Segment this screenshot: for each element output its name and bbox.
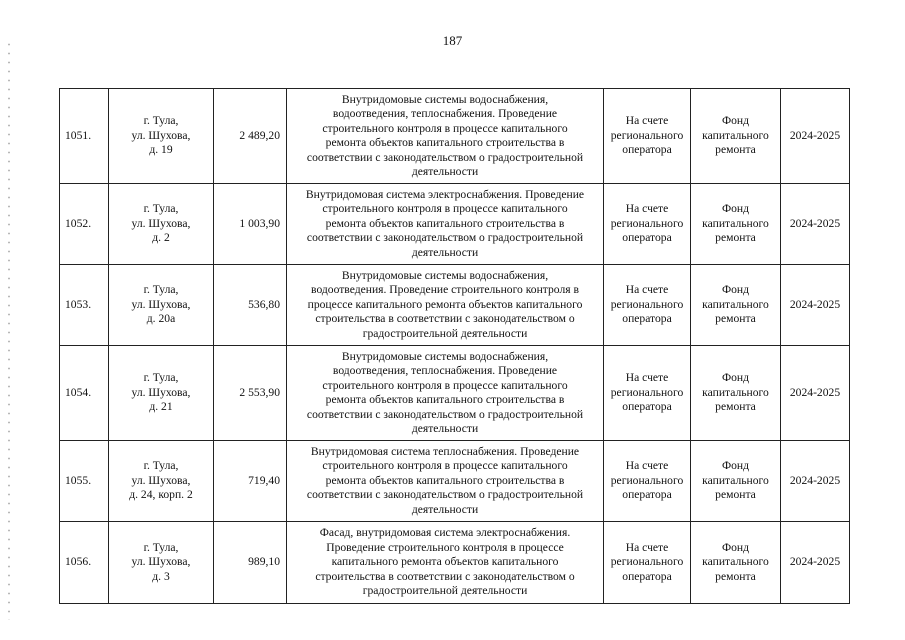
- method-line: регионального: [610, 555, 684, 569]
- address-house: д. 19: [149, 143, 173, 157]
- funding-method: [604, 265, 691, 346]
- method-line: оператора: [622, 143, 672, 157]
- table-row: [60, 265, 850, 346]
- description-line: Фасад, внутридомовая система электроснабжения.: [319, 526, 571, 540]
- address-city: г. Тула,: [143, 540, 179, 554]
- source-line: Фонд: [721, 114, 750, 128]
- description-line: строительного контроля в процессе капитального: [322, 459, 568, 473]
- period-cell: 2024-2025: [781, 346, 850, 441]
- source-line: капитального: [702, 216, 769, 230]
- page-number: 187: [442, 33, 463, 48]
- description-line: водоотведения, теплоснабжения. Проведение: [332, 107, 558, 120]
- description-line: процессе капитального ремонта объектов капитального: [307, 297, 583, 311]
- method-line: регионального: [610, 297, 684, 311]
- method-line: На счете: [625, 371, 669, 385]
- funding-source: [691, 89, 781, 184]
- address-city: г. Тула,: [143, 202, 179, 216]
- address-house: д. 21: [149, 400, 173, 414]
- row-number: 1056.: [60, 522, 109, 604]
- address-cell: [109, 89, 214, 184]
- address-street: ул. Шухова,: [131, 473, 191, 487]
- work-description: [287, 522, 604, 604]
- table-body: [60, 89, 850, 604]
- description-line: деятельности: [411, 245, 479, 259]
- period-cell: 2024-2025: [781, 89, 850, 184]
- source-line: капитального: [702, 297, 769, 311]
- address-street: ул. Шухова,: [131, 297, 191, 311]
- funding-source: [691, 184, 781, 265]
- description-line: строительства в соответствии с законодательством о: [315, 569, 575, 583]
- description-line: Проведение строительного контроля в процессе: [326, 540, 564, 554]
- address-cell: [109, 346, 214, 441]
- source-line: Фонд: [721, 540, 750, 554]
- description-line: Внутридомовые системы водоснабжения,: [341, 349, 549, 363]
- method-line: оператора: [622, 400, 672, 414]
- source-line: ремонта: [715, 400, 756, 414]
- period-cell: 2024-2025: [781, 184, 850, 265]
- address-city: г. Тула,: [143, 283, 179, 297]
- area-value: 2 553,90: [214, 346, 287, 441]
- source-line: капитального: [702, 385, 769, 399]
- description-line: соответствии с законодательством о градостроительной: [306, 488, 584, 502]
- work-description: [287, 265, 604, 346]
- description-line: строительства в соответствии с законодательством о: [315, 312, 575, 326]
- row-number: 1052.: [60, 184, 109, 265]
- description-line: строительного контроля в процессе капитального: [322, 378, 568, 392]
- funding-method: [604, 184, 691, 265]
- area-value: 1 003,90: [214, 184, 287, 265]
- method-line: оператора: [622, 312, 672, 326]
- description-line: деятельности: [411, 502, 479, 516]
- address-street: ул. Шухова,: [131, 555, 191, 569]
- method-line: На счете: [625, 540, 669, 554]
- description-line: Внутридомовые системы водоснабжения,: [341, 92, 549, 106]
- address-city: г. Тула,: [143, 459, 179, 473]
- description-line: капитального ремонта объектов капитального: [331, 555, 559, 569]
- address-house: д. 3: [152, 569, 170, 583]
- description-line: ремонта объектов капитального строительства в: [325, 473, 565, 487]
- row-number: 1051.: [60, 89, 109, 184]
- table-row: [60, 522, 850, 604]
- table-row: [60, 346, 850, 441]
- method-line: На счете: [625, 283, 669, 297]
- method-line: На счете: [625, 114, 669, 128]
- method-line: оператора: [622, 488, 672, 502]
- table-row: [60, 184, 850, 265]
- address-house: д. 24, корп. 2: [129, 488, 193, 502]
- description-line: ремонта объектов капитального строительства в: [325, 216, 565, 230]
- scan-margin-dots: [8, 40, 10, 620]
- source-line: капитального: [702, 473, 769, 487]
- address-house: д. 20а: [146, 312, 176, 326]
- source-line: капитального: [702, 555, 769, 569]
- work-description: [287, 346, 604, 441]
- method-line: оператора: [622, 569, 672, 583]
- address-city: г. Тула,: [143, 114, 179, 128]
- table-row: [60, 441, 850, 522]
- area-value: 719,40: [214, 441, 287, 522]
- method-line: регионального: [610, 128, 684, 142]
- description-line: соответствии с законодательством о градостроительной: [306, 150, 584, 164]
- address-cell: [109, 265, 214, 346]
- description-line: строительного контроля в процессе капитального: [322, 121, 568, 135]
- address-cell: [109, 441, 214, 522]
- funding-method: [604, 346, 691, 441]
- work-description: [287, 89, 604, 184]
- funding-source: [691, 346, 781, 441]
- address-cell: [109, 522, 214, 604]
- description-line: деятельности: [411, 422, 479, 435]
- description-line: строительного контроля в процессе капитального: [322, 202, 568, 216]
- period-cell: 2024-2025: [781, 522, 850, 604]
- description-line: ремонта объектов капитального строительства в: [325, 136, 565, 149]
- row-number: 1055.: [60, 441, 109, 522]
- source-line: Фонд: [721, 371, 750, 385]
- funding-method: [604, 441, 691, 522]
- description-line: соответствии с законодательством о градостроительной: [306, 407, 584, 421]
- description-line: Внутридомовая система теплоснабжения. Проведение: [310, 444, 580, 458]
- address-city: г. Тула,: [143, 371, 179, 385]
- source-line: ремонта: [715, 231, 756, 245]
- row-number: 1053.: [60, 265, 109, 346]
- method-line: На счете: [625, 202, 669, 216]
- method-line: регионального: [610, 385, 684, 399]
- method-line: регионального: [610, 216, 684, 230]
- work-description: [287, 184, 604, 265]
- funding-method: [604, 522, 691, 604]
- source-line: ремонта: [715, 143, 756, 157]
- source-line: Фонд: [721, 202, 750, 216]
- area-value: 536,80: [214, 265, 287, 346]
- funding-method: [604, 89, 691, 184]
- row-number: 1054.: [60, 346, 109, 441]
- source-line: Фонд: [721, 283, 750, 297]
- area-value: 989,10: [214, 522, 287, 604]
- description-line: водоотведения. Проведение строительного контроля в: [311, 283, 579, 297]
- description-line: деятельности: [411, 165, 479, 178]
- table-row: [60, 89, 850, 184]
- method-line: оператора: [622, 231, 672, 245]
- source-line: ремонта: [715, 488, 756, 502]
- funding-source: [691, 265, 781, 346]
- source-line: Фонд: [721, 459, 750, 473]
- funding-source: [691, 441, 781, 522]
- source-line: ремонта: [715, 312, 756, 326]
- period-cell: 2024-2025: [781, 441, 850, 522]
- description-line: ремонта объектов капитального строительства в: [325, 393, 565, 406]
- description-line: градостроительной деятельности: [362, 584, 528, 598]
- area-value: 2 489,20: [214, 89, 287, 184]
- description-line: Внутридомовая система электроснабжения. Проведение: [305, 187, 585, 201]
- repair-works-table: [59, 88, 850, 604]
- address-house: д. 2: [152, 231, 170, 245]
- address-street: ул. Шухова,: [131, 385, 191, 399]
- address-street: ул. Шухова,: [131, 216, 191, 230]
- funding-source: [691, 522, 781, 604]
- address-street: ул. Шухова,: [131, 128, 191, 142]
- work-description: [287, 441, 604, 522]
- method-line: регионального: [610, 473, 684, 487]
- description-line: Внутридомовые системы водоснабжения,: [341, 268, 549, 282]
- method-line: На счете: [625, 459, 669, 473]
- description-line: соответствии с законодательством о градостроительной: [306, 231, 584, 245]
- source-line: капитального: [702, 128, 769, 142]
- description-line: градостроительной деятельности: [362, 326, 528, 340]
- source-line: ремонта: [715, 569, 756, 583]
- address-cell: [109, 184, 214, 265]
- period-cell: 2024-2025: [781, 265, 850, 346]
- description-line: водоотведения, теплоснабжения. Проведение: [332, 364, 558, 377]
